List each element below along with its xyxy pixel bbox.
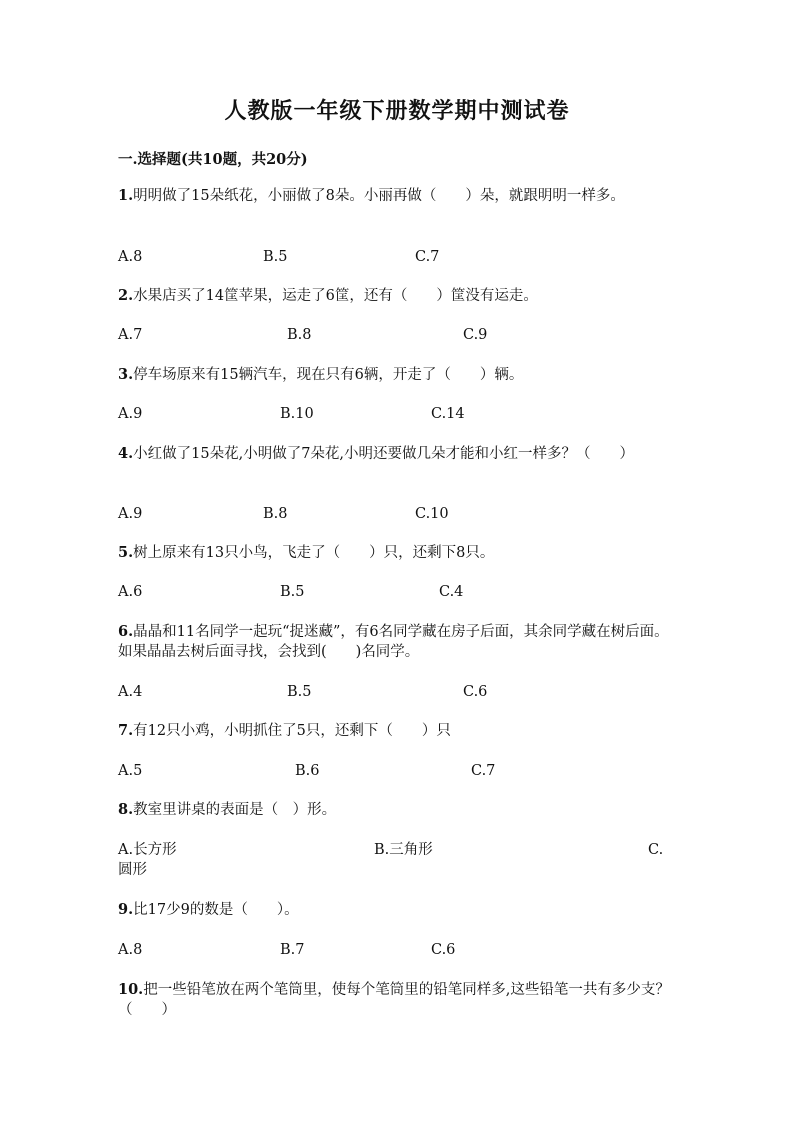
question-4 [118,444,678,464]
question-9 [118,900,678,920]
question-text: 把一些铅笔放在两个笔筒里，使每个笔筒里的铅笔同样多,这些铅笔一共有多少支？（ ） [118,982,670,1018]
option-c: C.14 [431,406,465,422]
option-c-text: 圆形 [118,862,147,878]
question-number: 1. [118,187,134,204]
option-a: A.5 [118,763,143,779]
question-number: 3. [118,366,134,383]
options-8-c [118,840,678,860]
question-text: 水果店买了14筐苹果，运走了6筐，还有（ ）筐没有运走。 [133,288,538,304]
option-c: C.10 [415,506,449,522]
option-b: B.7 [280,942,305,958]
question-number: 2. [118,287,134,304]
options-8-c-wrap [118,860,678,880]
question-text: 小红做了15朵花,小明做了7朵花,小明还要做几朵才能和小红一样多？（ ） [133,446,635,462]
section-heading: 一.选择题(共10题，共20分) [118,151,308,168]
question-text: 停车场原来有15辆汽车，现在只有6辆，开走了（ ）辆。 [133,367,524,383]
option-c: C.7 [471,763,496,779]
question-text: 有12只小鸡，小明抓住了5只，还剩下（ ）只 [133,723,451,739]
option-a: A.9 [118,506,143,522]
option-c: C.9 [463,327,488,343]
option-b: B.8 [287,327,312,343]
option-a: A.6 [118,584,143,600]
options-3 [118,404,678,424]
question-10 [118,980,678,1020]
question-number: 4. [118,445,134,462]
question-number: 6. [118,623,134,640]
option-c: C.7 [415,249,440,265]
option-c: C.6 [463,684,488,700]
option-b: B.6 [295,763,320,779]
option-b: B.5 [263,249,288,265]
option-a: A.4 [118,684,143,700]
question-text: 比17少9的数是（ ）。 [133,902,299,918]
option-b: B.三角形 [374,842,433,858]
question-2 [118,286,678,306]
question-number: 9. [118,901,134,918]
question-number: 5. [118,544,134,561]
question-number: 10. [118,981,144,998]
question-number: 7. [118,722,134,739]
question-6 [118,622,678,662]
options-7 [118,761,678,781]
option-a: A.长方形 [118,842,177,858]
question-text: 明明做了15朵纸花，小丽做了8朵。小丽再做（ ）朵，就跟明明一样多。 [133,188,625,204]
option-a: A.8 [118,249,143,265]
options-9 [118,940,678,960]
option-b: B.5 [287,684,312,700]
question-3 [118,365,678,385]
question-7 [118,721,678,741]
question-5 [118,543,678,563]
option-b: B.5 [280,584,305,600]
options-6 [118,682,678,702]
option-c: C.6 [431,942,456,958]
option-a: A.9 [118,406,143,422]
options-4 [118,504,678,524]
option-b: B.8 [263,506,288,522]
options-5 [118,582,678,602]
question-text: 晶晶和11名同学一起玩“捉迷藏”，有6名同学藏在房子后面，其余同学藏在树后面。如果晶晶去树后面寻找，会找到( )名同学。 [118,624,669,660]
option-c-prefix: C. [648,842,664,858]
option-b: B.10 [280,406,314,422]
options-1 [118,247,678,267]
option-a: A.7 [118,327,143,343]
question-text: 教室里讲桌的表面是（ ）形。 [133,802,337,818]
option-c: C.4 [439,584,464,600]
question-number: 8. [118,801,134,818]
page-title: 人教版一年级下册数学期中测试卷 [224,98,570,124]
option-a: A.8 [118,942,143,958]
question-text: 树上原来有13只小鸟，飞走了（ ）只，还剩下8只。 [133,545,495,561]
options-2 [118,325,678,345]
question-8 [118,800,678,820]
question-1 [118,186,678,206]
